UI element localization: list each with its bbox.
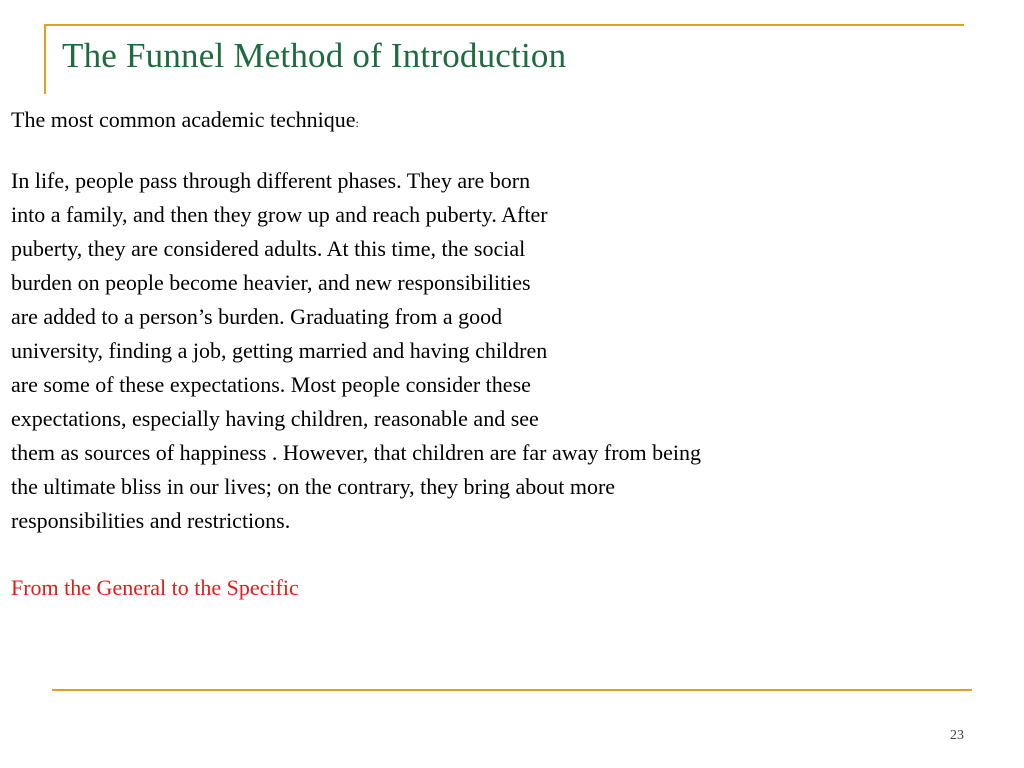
- general-to-specific-note: From the General to the Specific: [11, 575, 299, 600]
- subtitle-colon: :: [355, 116, 359, 130]
- paragraph-line: the ultimate bliss in our lives; on the contrary, they bring about more: [11, 474, 616, 499]
- title-left-rule: [44, 24, 46, 94]
- slide-title: The Funnel Method of Introduction: [62, 36, 567, 75]
- title-top-rule: [44, 24, 964, 26]
- paragraph-line: responsibilities and restrictions.: [11, 508, 291, 533]
- paragraph-line: burden on people become heavier, and new responsibilities: [11, 270, 531, 295]
- paragraph-line: university, finding a job, getting married and having children: [11, 338, 548, 363]
- paragraph-line: are added to a person’s burden. Graduating from a good: [11, 304, 503, 329]
- example-paragraph: [11, 164, 701, 538]
- slide-subtitle: [11, 105, 359, 138]
- paragraph-line: In life, people pass through different phases. They are born: [11, 168, 531, 193]
- paragraph-line: into a family, and then they grow up and reach puberty. After: [11, 202, 548, 227]
- paragraph-line: them as sources of happiness . However, that children are far away from being: [11, 440, 702, 465]
- subtitle-text: The most common academic technique: [11, 107, 356, 132]
- paragraph-line: are some of these expectations. Most people consider these: [11, 372, 531, 397]
- paragraph-line: expectations, especially having children, reasonable and see: [11, 406, 539, 431]
- page-number: 23: [950, 728, 964, 743]
- paragraph-line: puberty, they are considered adults. At this time, the social: [11, 236, 526, 261]
- footer-rule: [52, 689, 972, 691]
